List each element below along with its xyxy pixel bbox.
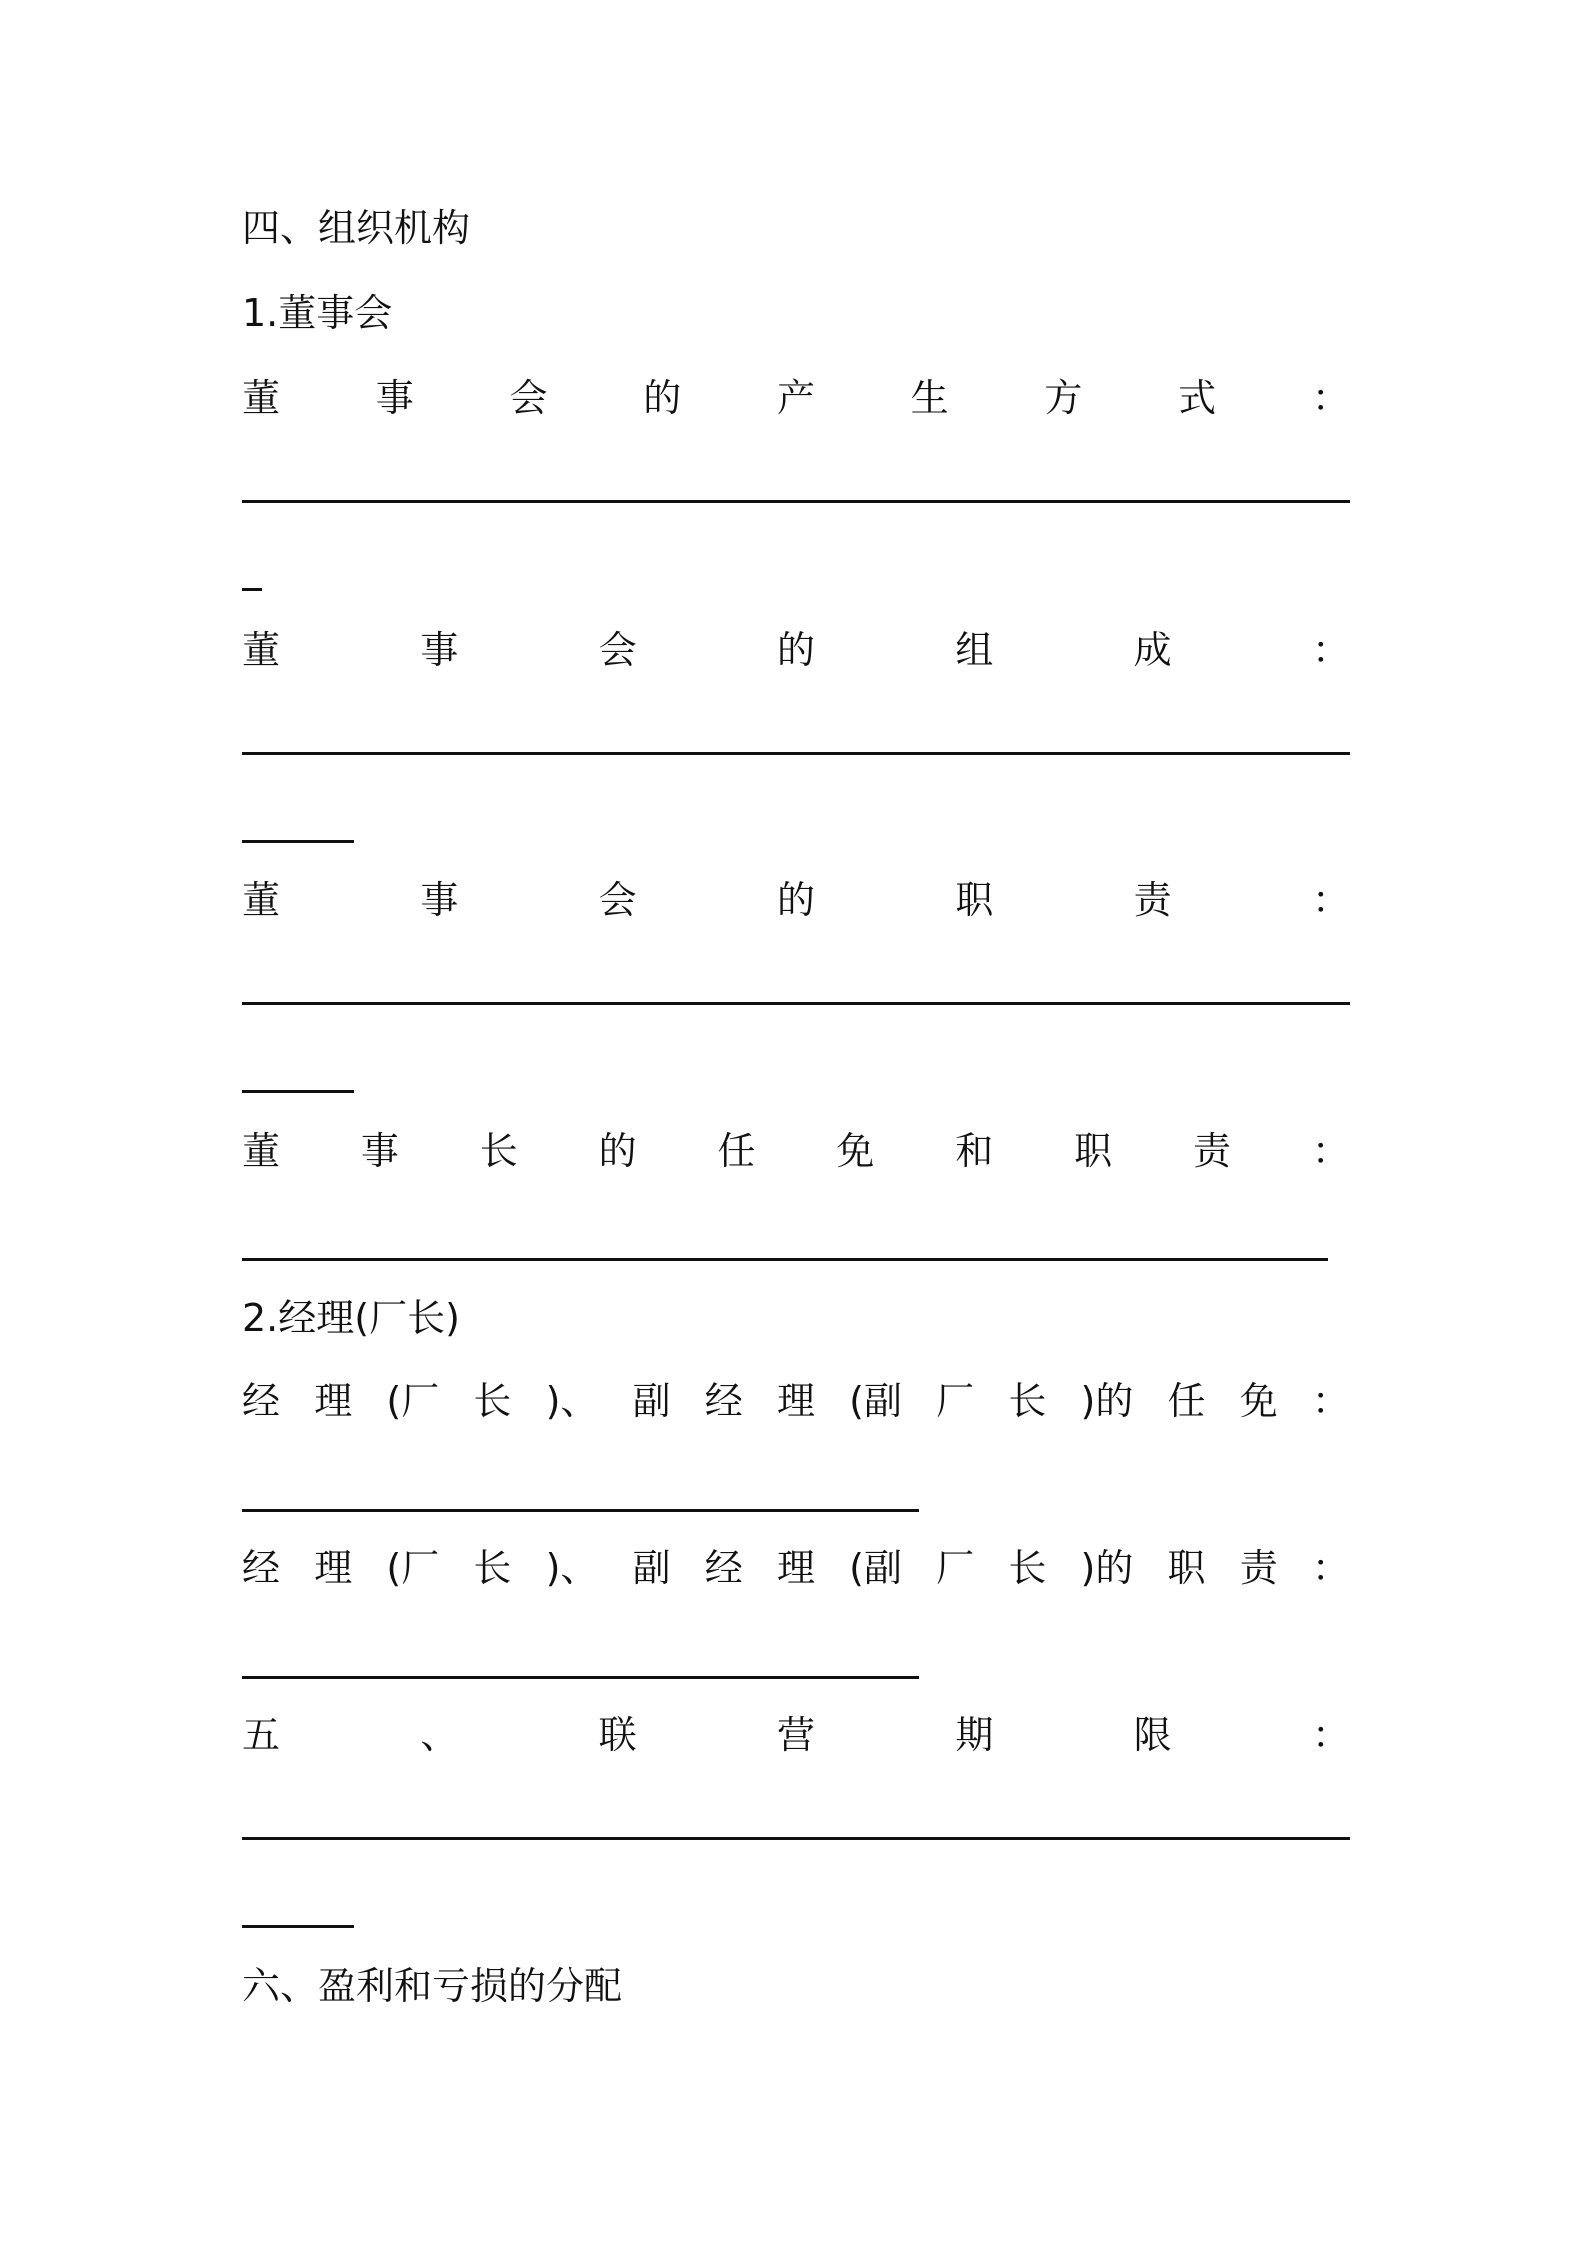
fill-line-manager-appointment[interactable] [242, 1509, 919, 1512]
fill-line-board-duties[interactable] [242, 1002, 1350, 1005]
field-label-board-composition: 董 事 会 的 组 成 ： [242, 628, 1350, 672]
fill-line-board-composition-tail[interactable] [242, 840, 354, 843]
fill-line-board-formation[interactable] [242, 500, 1350, 503]
field-label-board-duties: 董 事 会 的 职 责 ： [242, 878, 1350, 922]
subsection-manager: 2.经理(厂长) [242, 1296, 460, 1340]
section-heading-organization: 四、组织机构 [242, 206, 471, 250]
fill-line-board-composition[interactable] [242, 752, 1350, 755]
subsection-board: 1.董事会 [242, 291, 393, 335]
fill-line-board-formation-tail[interactable] [242, 588, 262, 591]
field-label-manager-duties: 经 理 (厂 长 )、 副 经 理 (副 厂 长 )的 职 责 ： [242, 1546, 1350, 1590]
fill-line-board-duties-tail[interactable] [242, 1090, 354, 1093]
field-label-term: 五 、 联 营 期 限 ： [242, 1713, 1350, 1757]
field-label-chairman: 董 事 长 的 任 免 和 职 责 ： [242, 1129, 1350, 1173]
fill-line-chairman[interactable] [242, 1258, 1328, 1261]
field-label-manager-appointment: 经 理 (厂 长 )、 副 经 理 (副 厂 长 )的 任 免 ： [242, 1379, 1350, 1423]
fill-line-term[interactable] [242, 1837, 1350, 1840]
fill-line-manager-duties[interactable] [242, 1676, 919, 1679]
field-label-board-formation: 董 事 会 的 产 生 方 式 ： [242, 376, 1350, 420]
fill-line-term-tail[interactable] [242, 1925, 354, 1928]
section-heading-profit-loss: 六、盈利和亏损的分配 [242, 1964, 623, 2008]
